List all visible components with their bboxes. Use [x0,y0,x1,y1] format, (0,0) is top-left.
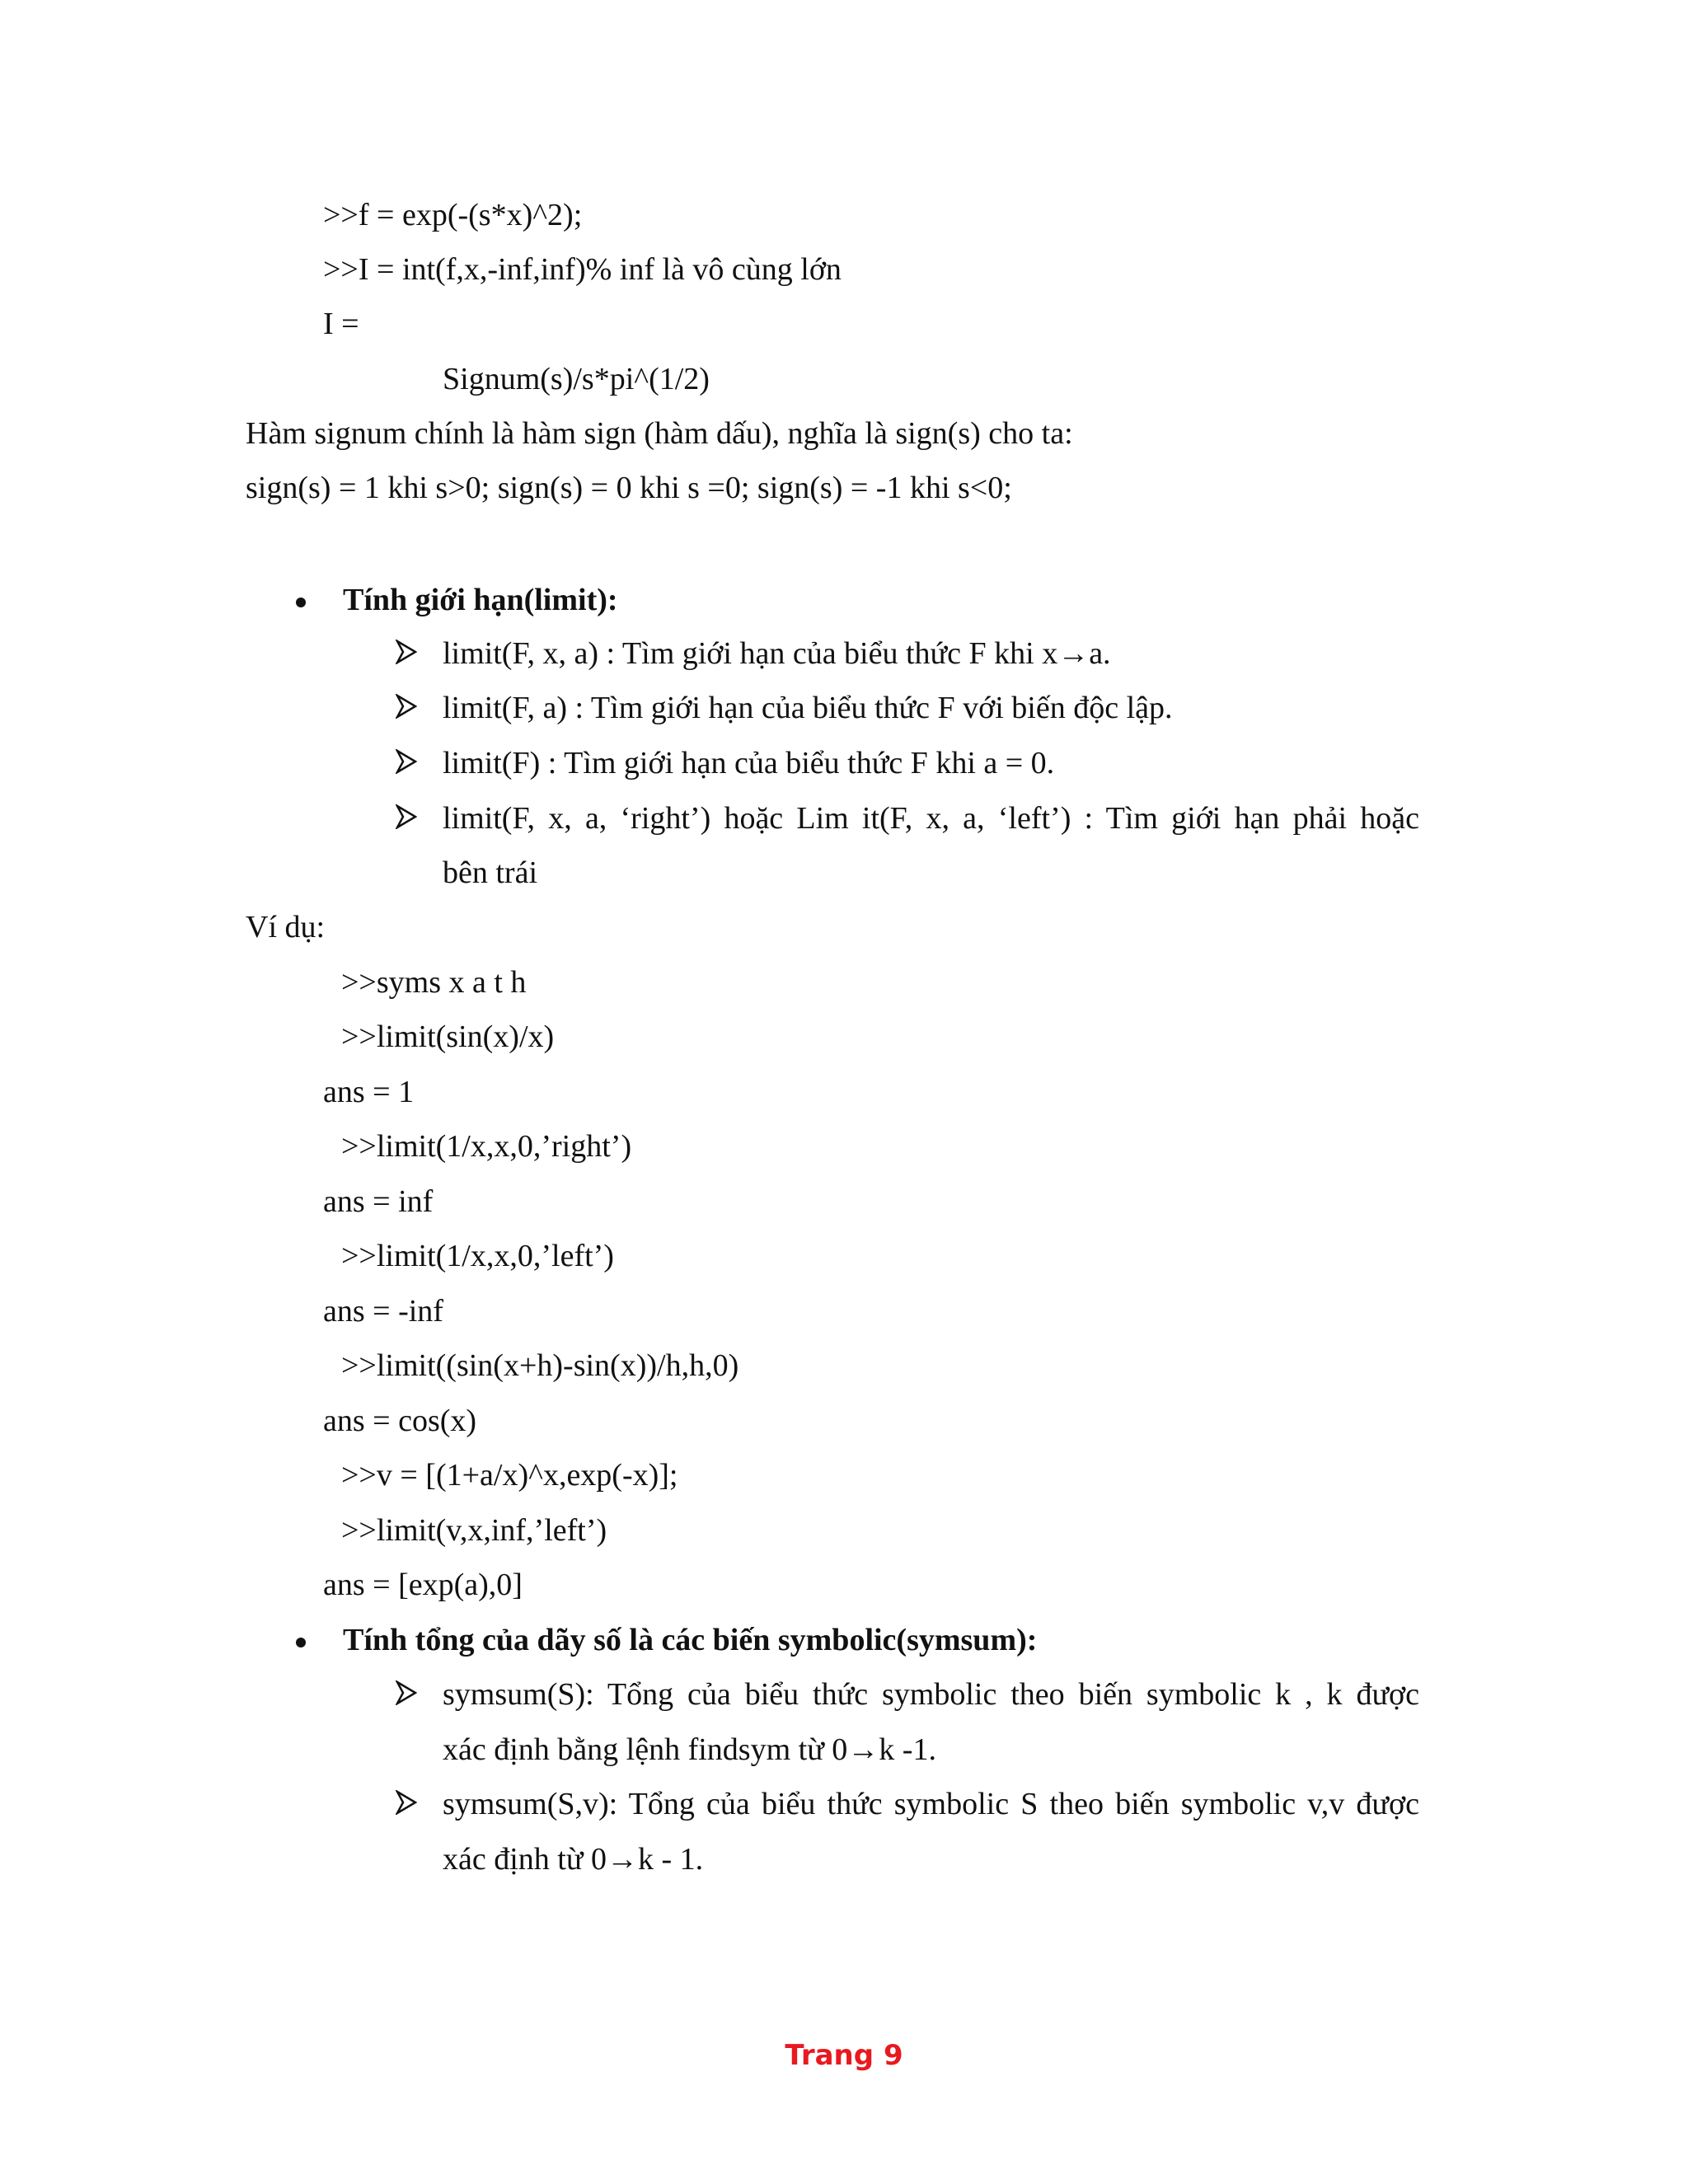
arrow-bullet-icon [396,749,417,774]
bullet-icon [296,1638,306,1647]
code-line: >>limit(v,x,inf,’left’) [341,1513,607,1548]
arrow-bullet-icon [396,640,417,664]
limit-item: limit(F, x, a, ‘right’) hoặc Lim it(F, x, a, ‘left’) : Tìm giới hạn phải hoặc [443,801,1419,836]
code-line: >>f = exp(-(s*x)^2); [323,198,583,232]
limit-item-continuation: bên trái [443,855,538,890]
section-heading-symsum: Tính tổng của dãy số là các biến symbolic(symsum): [343,1623,1038,1657]
arrow-bullet-icon [396,1790,417,1815]
symsum-item-continuation: xác định bằng lệnh findsym từ 0→k -1. [443,1732,936,1767]
page-number: Trang 9 [785,2039,903,2072]
bullet-icon [296,598,306,607]
code-line: >>v = [(1+a/x)^x,exp(-x)]; [341,1458,678,1493]
code-output-value: Signum(s)/s*pi^(1/2) [443,362,710,396]
symsum-item: symsum(S,v): Tổng của biểu thức symbolic S theo biến symbolic v,v được [443,1787,1419,1821]
limit-item: limit(F, x, a) : Tìm giới hạn của biểu thức F khi x→a. [443,636,1111,671]
code-line: >>I = int(f,x,-inf,inf)% inf là vô cùng lớn [323,252,842,287]
code-line: >>syms x a t h [341,965,527,1000]
code-line: >>limit(1/x,x,0,’left’) [341,1239,614,1273]
arrow-bullet-icon [396,804,417,829]
arrow-bullet-icon [396,1680,417,1705]
code-output: ans = cos(x) [323,1404,477,1438]
code-output: ans = -inf [323,1294,443,1329]
code-output-label: I = [323,307,359,341]
paragraph-line: sign(s) = 1 khi s>0; sign(s) = 0 khi s =0; sign(s) = -1 khi s<0; [246,471,1012,505]
code-line: >>limit(sin(x)/x) [341,1019,555,1054]
section-heading-limit: Tính giới hạn(limit): [343,583,618,617]
symsum-item-continuation: xác định từ 0→k - 1. [443,1842,704,1877]
paragraph-line: Hàm signum chính là hàm sign (hàm dấu), nghĩa là sign(s) cho ta: [246,416,1073,451]
code-output: ans = inf [323,1184,434,1219]
code-output: ans = 1 [323,1075,415,1109]
example-label: Ví dụ: [246,910,326,944]
limit-item: limit(F, a) : Tìm giới hạn của biểu thức F với biến độc lập. [443,691,1173,725]
limit-item: limit(F) : Tìm giới hạn của biểu thức F khi a = 0. [443,746,1055,780]
symsum-item: symsum(S): Tổng của biểu thức symbolic theo biến symbolic k , k được [443,1677,1419,1712]
code-output: ans = [exp(a),0] [323,1568,523,1602]
code-line: >>limit((sin(x+h)-sin(x))/h,h,0) [341,1348,739,1383]
code-line: >>limit(1/x,x,0,’right’) [341,1129,632,1164]
arrow-bullet-icon [396,694,417,719]
